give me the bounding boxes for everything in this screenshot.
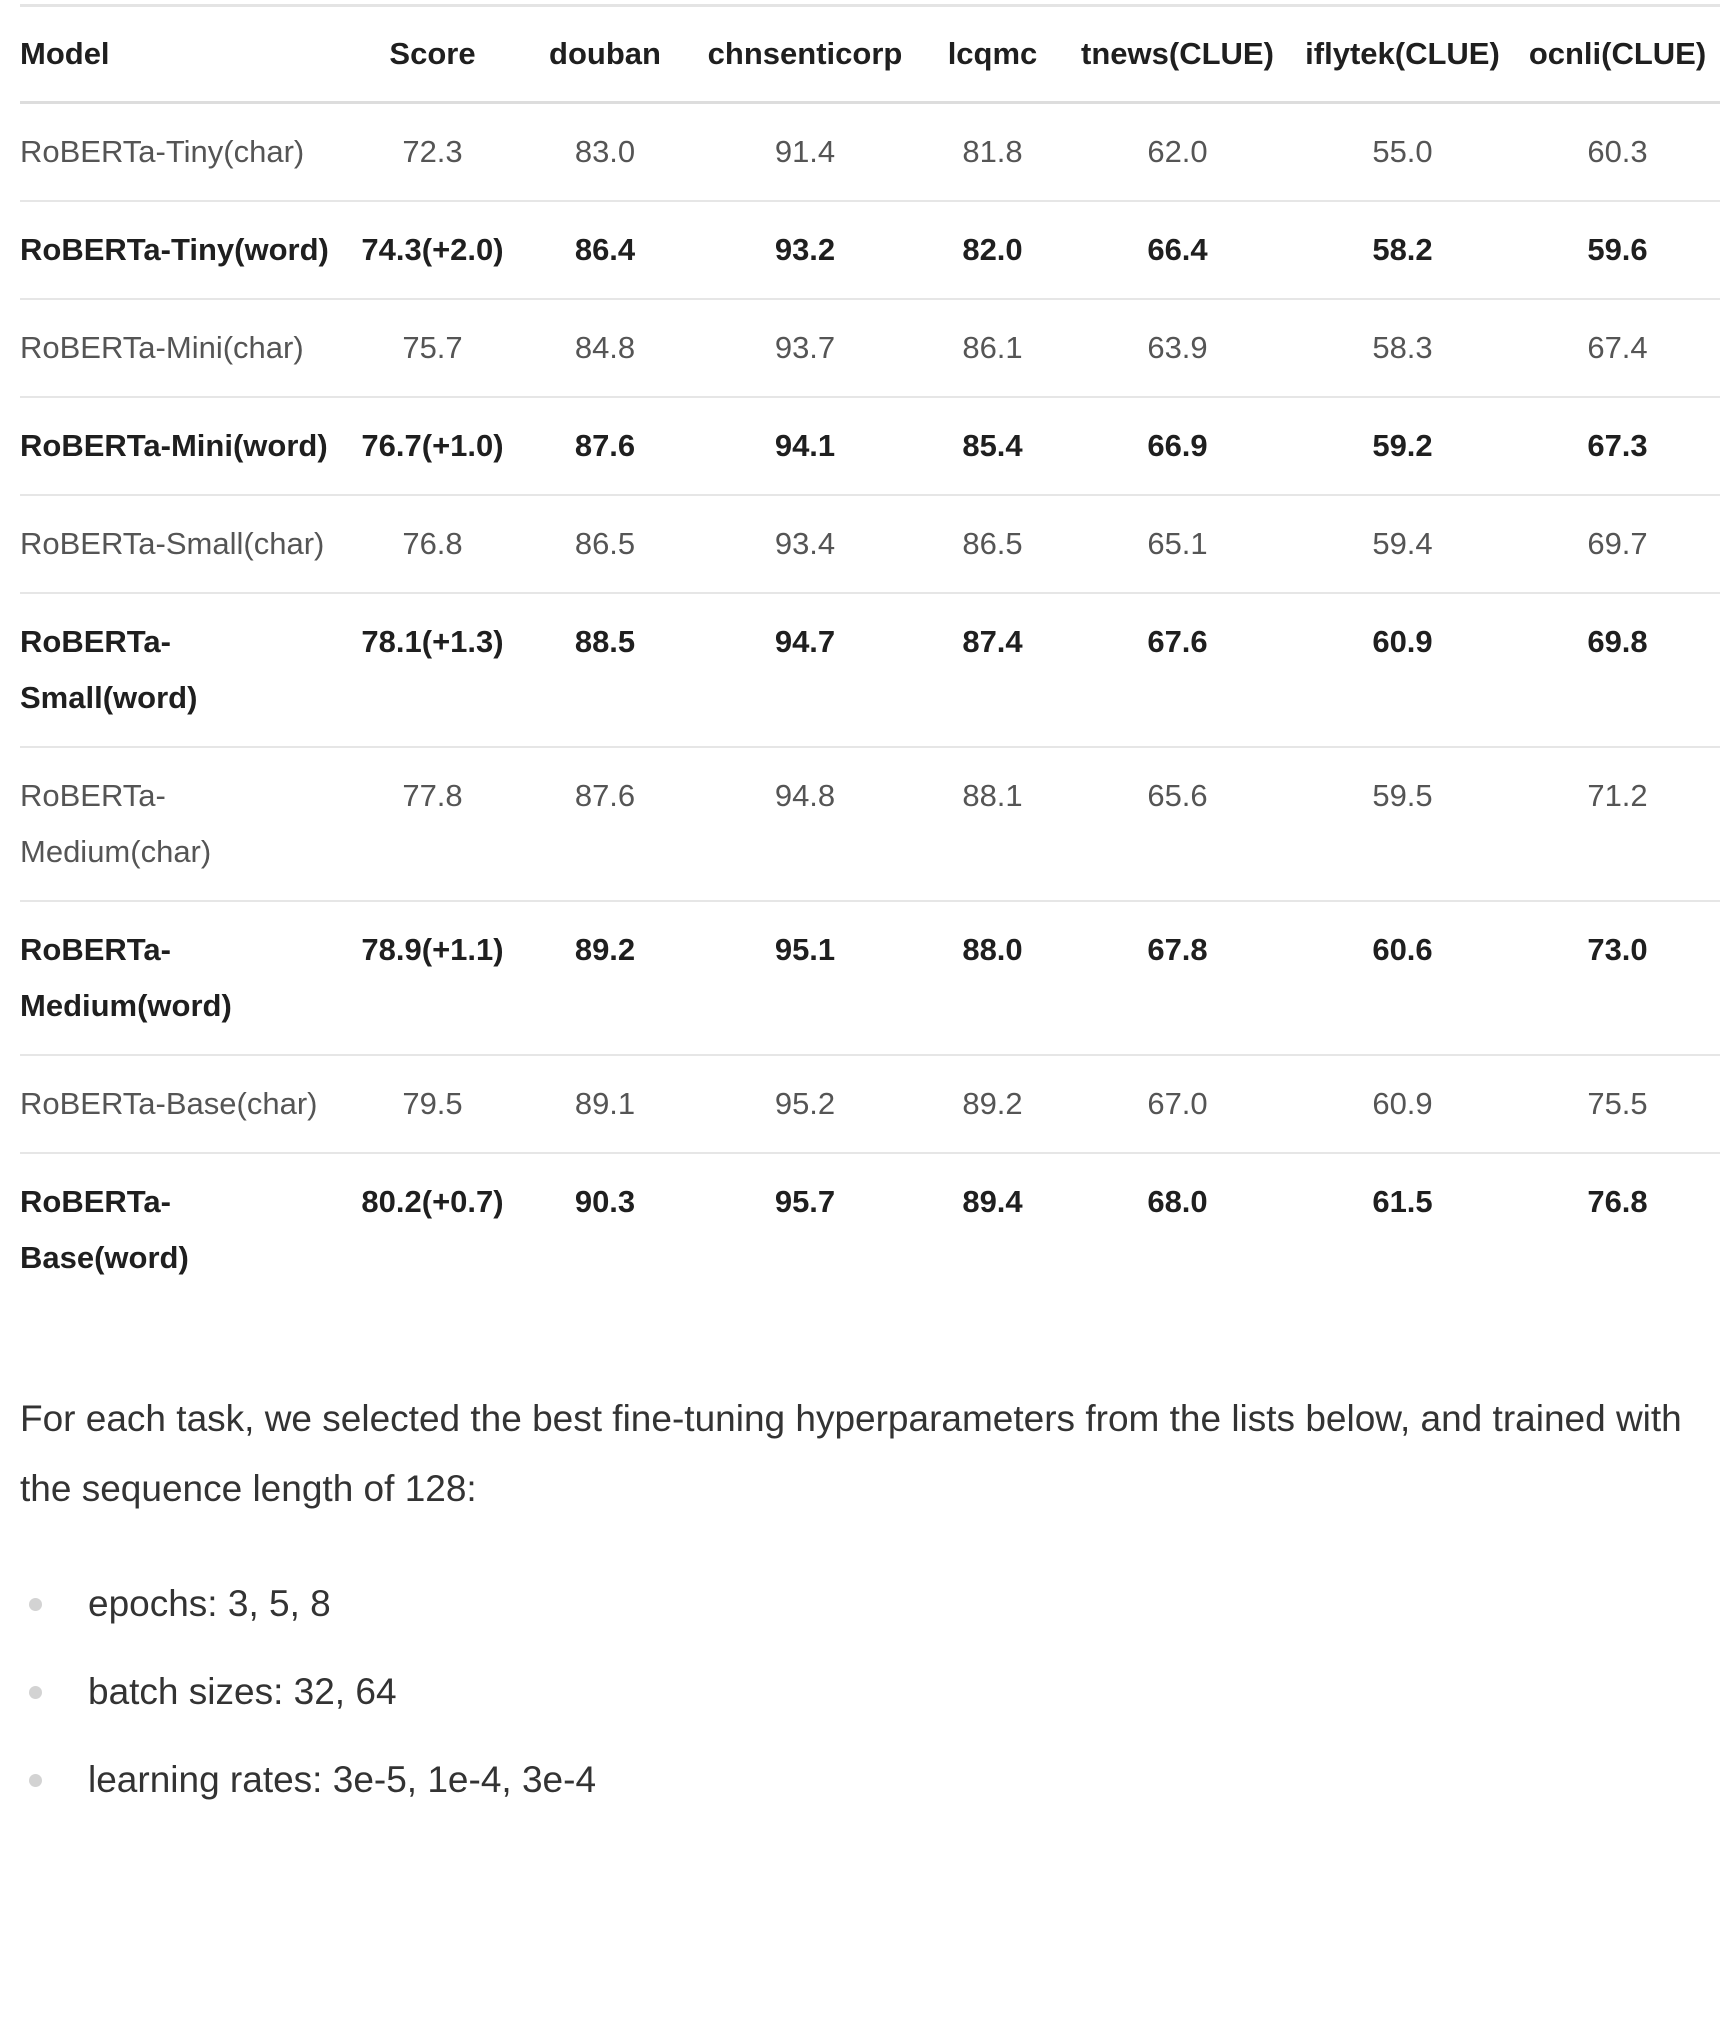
- header-chnsenticorp: chnsenticorp: [690, 6, 920, 103]
- bullet-icon: [29, 1774, 42, 1787]
- cell-chnsenticorp: 94.7: [690, 593, 920, 747]
- table-body: [20, 103, 1720, 1307]
- cell-score: 75.7: [345, 299, 520, 397]
- bullet-icon: [29, 1686, 42, 1699]
- cell-iflytek: 58.2: [1290, 201, 1515, 299]
- cell-douban: 87.6: [520, 747, 690, 901]
- document-page: [20, 0, 1720, 1842]
- cell-tnews: 65.1: [1065, 495, 1290, 593]
- cell-score: 76.8: [345, 495, 520, 593]
- table-row: [20, 1153, 1720, 1306]
- cell-score: 78.1(+1.3): [345, 593, 520, 747]
- cell-model: RoBERTa-Medium(word): [20, 901, 345, 1055]
- cell-ocnli: 67.4: [1515, 299, 1720, 397]
- bullet-icon: [29, 1598, 42, 1611]
- cell-ocnli: 69.7: [1515, 495, 1720, 593]
- cell-lcqmc: 89.4: [962, 1184, 1023, 1219]
- cell-score: 74.3(+2.0): [345, 201, 520, 299]
- table-row: [20, 593, 1720, 747]
- table-row: [20, 103, 1720, 202]
- cell-score: 80.2(+0.7): [361, 1184, 504, 1219]
- header-ocnli: ocnli(CLUE): [1515, 6, 1720, 103]
- table-header-row: [20, 6, 1720, 103]
- cell-chnsenticorp: 93.7: [690, 299, 920, 397]
- cell-douban: 89.1: [520, 1055, 690, 1153]
- list-item-text: epochs: 3, 5, 8: [88, 1583, 331, 1624]
- cell-ocnli: 73.0: [1515, 901, 1720, 1055]
- cell-iflytek: 60.9: [1290, 593, 1515, 747]
- cell-douban: 89.2: [520, 901, 690, 1055]
- cell-chnsenticorp: 95.7: [774, 1184, 836, 1219]
- cell-score: 78.9(+1.1): [345, 901, 520, 1055]
- cell-model: RoBERTa-Medium(char): [20, 747, 345, 901]
- list-item: [20, 1754, 1720, 1806]
- cell-tnews: 62.0: [1065, 103, 1290, 202]
- cell-model: RoBERTa-Small(char): [20, 495, 345, 593]
- cell-lcqmc: 86.5: [920, 495, 1065, 593]
- cell-lcqmc: 86.1: [920, 299, 1065, 397]
- cell-score: 72.3: [345, 103, 520, 202]
- header-lcqmc: lcqmc: [920, 6, 1065, 103]
- cell-tnews: 67.6: [1065, 593, 1290, 747]
- cell-lcqmc: 88.1: [920, 747, 1065, 901]
- cell-chnsenticorp: 94.1: [690, 397, 920, 495]
- cell-iflytek: 60.6: [1290, 901, 1515, 1055]
- cell-lcqmc: 82.0: [920, 201, 1065, 299]
- cell-tnews: 66.4: [1065, 201, 1290, 299]
- cell-iflytek: 59.4: [1290, 495, 1515, 593]
- header-douban: douban: [520, 6, 690, 103]
- hyperparameter-list: [20, 1578, 1720, 1806]
- cell-iflytek: 59.2: [1290, 397, 1515, 495]
- cell-model: RoBERTa-Tiny(word): [20, 201, 345, 299]
- cell-lcqmc: 85.4: [920, 397, 1065, 495]
- cell-ocnli: 76.8: [1587, 1184, 1648, 1219]
- cell-douban: 86.4: [520, 201, 690, 299]
- cell-tnews: 68.0: [1147, 1184, 1208, 1219]
- header-iflytek: iflytek(CLUE): [1290, 6, 1515, 103]
- list-item: [20, 1666, 1720, 1718]
- list-item-text: learning rates: 3e-5, 1e-4, 3e-4: [88, 1759, 597, 1800]
- table-row: [20, 201, 1720, 299]
- cell-chnsenticorp: 94.8: [690, 747, 920, 901]
- cell-lcqmc: 89.2: [920, 1055, 1065, 1153]
- cell-lcqmc: 88.0: [920, 901, 1065, 1055]
- cell-chnsenticorp: 93.2: [690, 201, 920, 299]
- cell-tnews: 66.9: [1065, 397, 1290, 495]
- cell-chnsenticorp: 91.4: [690, 103, 920, 202]
- cell-model: RoBERTa-Mini(char): [20, 299, 345, 397]
- cell-chnsenticorp: 95.1: [690, 901, 920, 1055]
- cell-model: RoBERTa-Base(word): [20, 1184, 189, 1275]
- cell-iflytek: 55.0: [1290, 103, 1515, 202]
- cell-chnsenticorp: 95.2: [690, 1055, 920, 1153]
- cell-douban: 88.5: [520, 593, 690, 747]
- table-row: [20, 901, 1720, 1055]
- cell-douban: 87.6: [520, 397, 690, 495]
- cell-tnews: 67.0: [1065, 1055, 1290, 1153]
- list-item: [20, 1578, 1720, 1630]
- cell-model: RoBERTa-Base(char): [20, 1055, 345, 1153]
- header-tnews: tnews(CLUE): [1065, 6, 1290, 103]
- cell-tnews: 65.6: [1065, 747, 1290, 901]
- cell-iflytek: 61.5: [1372, 1184, 1433, 1219]
- table-row: [20, 1055, 1720, 1153]
- cell-chnsenticorp: 93.4: [690, 495, 920, 593]
- cell-tnews: 67.8: [1065, 901, 1290, 1055]
- cell-douban: 90.3: [574, 1184, 636, 1219]
- cell-lcqmc: 81.8: [920, 103, 1065, 202]
- cell-ocnli: 75.5: [1515, 1055, 1720, 1153]
- cell-score: 77.8: [345, 747, 520, 901]
- list-item-text: batch sizes: 32, 64: [88, 1671, 397, 1712]
- table-row: [20, 747, 1720, 901]
- header-score: Score: [345, 6, 520, 103]
- cell-ocnli: 69.8: [1515, 593, 1720, 747]
- cell-model: RoBERTa-Mini(word): [20, 397, 345, 495]
- cell-score: 79.5: [345, 1055, 520, 1153]
- cell-tnews: 63.9: [1065, 299, 1290, 397]
- table-row: [20, 299, 1720, 397]
- cell-iflytek: 60.9: [1290, 1055, 1515, 1153]
- cell-iflytek: 58.3: [1290, 299, 1515, 397]
- header-model: Model: [20, 6, 345, 103]
- results-table: [20, 4, 1720, 1306]
- cell-model: RoBERTa-Tiny(char): [20, 103, 345, 202]
- cell-douban: 86.5: [520, 495, 690, 593]
- cell-lcqmc: 87.4: [920, 593, 1065, 747]
- hyperparameter-description: For each task, we selected the best fine-tuning hyperparameters from the lists below, and trained with the sequence length of 128:: [20, 1398, 1682, 1509]
- cell-ocnli: 59.6: [1515, 201, 1720, 299]
- cell-douban: 83.0: [520, 103, 690, 202]
- cell-ocnli: 67.3: [1515, 397, 1720, 495]
- cell-score: 76.7(+1.0): [345, 397, 520, 495]
- cell-douban: 84.8: [520, 299, 690, 397]
- table-row: [20, 397, 1720, 495]
- cell-iflytek: 59.5: [1290, 747, 1515, 901]
- table-row: [20, 495, 1720, 593]
- cell-ocnli: 71.2: [1515, 747, 1720, 901]
- cell-ocnli: 60.3: [1515, 103, 1720, 202]
- cell-model: RoBERTa-Small(word): [20, 593, 345, 747]
